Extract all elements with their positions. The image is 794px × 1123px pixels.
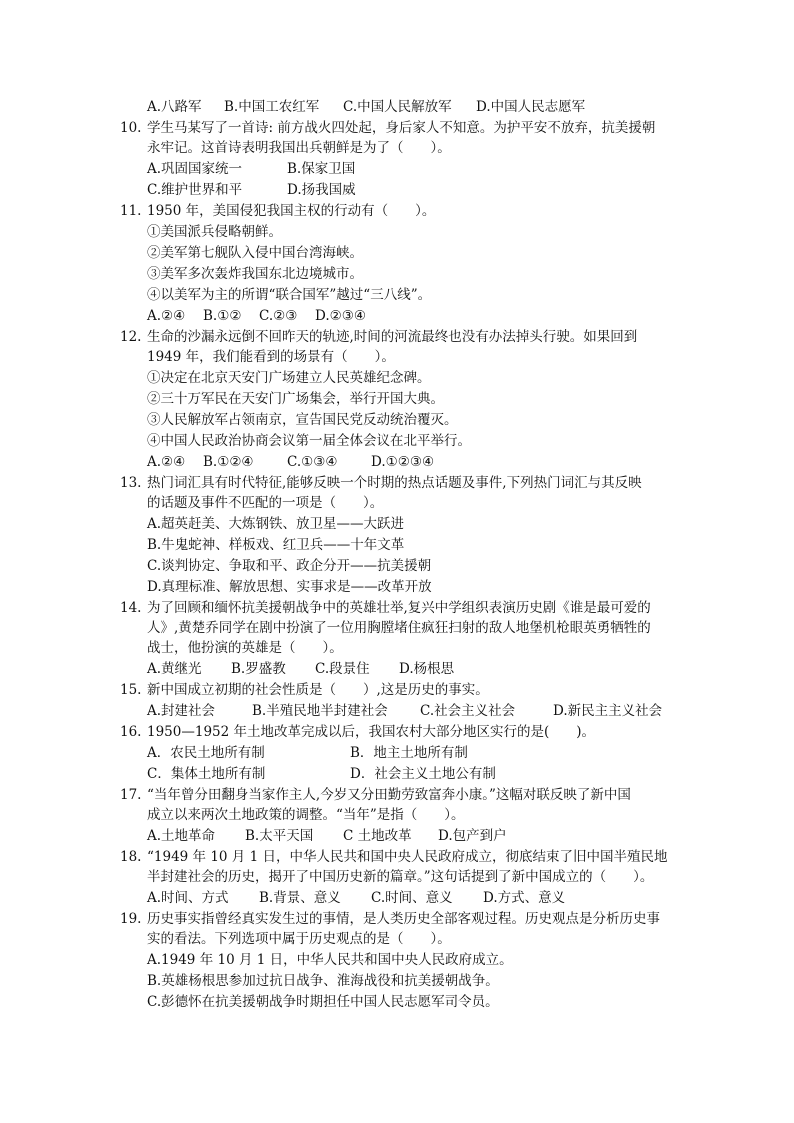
q18-option-b: B.背景、意义	[259, 890, 341, 906]
q12-item-1: ①决定在北京天安门广场建立人民英雄纪念碑。	[147, 370, 431, 386]
question-stem: 生命的沙漏永远倒不回昨天的轨迹,时间的河流最终也没有办法掉头行驶。如果回到	[147, 329, 638, 345]
q12-option-a: A.②④	[147, 454, 186, 470]
question-stem: 历史事实指曾经真实发生过的事情，是人类历史全部客观过程。历史观点是分析历史事	[147, 911, 660, 927]
q19-option-a: A.1949 年 10 月 1 日，中华人民共和国中央人民政府成立。	[147, 952, 513, 968]
question-number: 16.	[120, 724, 142, 740]
q11-option-b: B.①②	[203, 308, 242, 324]
question-number: 14.	[120, 600, 142, 616]
q12-option-d: D.①②③④	[371, 454, 435, 470]
q17-option-a: A.土地革命	[147, 828, 216, 844]
q10-option-d: D.扬我国威	[287, 182, 356, 198]
q16-option-a: A．农民土地所有制	[147, 745, 265, 761]
question-stem: 永牢记。这首诗表明我国出兵朝鲜是为了（ ）。	[147, 140, 451, 156]
q16-option-b: B．地主土地所有制	[350, 745, 468, 761]
question-stem: 1950—1952 年土地改革完成以后，我国农村大部分地区实行的是( )。	[147, 724, 596, 740]
q10-option-b: B.保家卫国	[287, 161, 356, 177]
q11-item-4: ④以美军为主的所谓“联合国军”越过“三八线”。	[147, 287, 432, 303]
q12-item-3: ③人民解放军占领南京，宣告国民党反动统治覆灭。	[147, 412, 458, 428]
question-stem: 热门词汇具有时代特征,能够反映一个时期的热点话题及事件,下列热门词汇与其反映	[147, 475, 642, 491]
q12-option-c: C.①③④	[287, 454, 338, 470]
q12-option-b: B.①②④	[203, 454, 254, 470]
q19-option-c: C.彭德怀在抗美援朝战争时期担任中国人民志愿军司令员。	[147, 994, 499, 1010]
q11-item-2: ②美军第七舰队入侵中国台湾海峡。	[147, 245, 363, 261]
question-stem: 新中国成立初期的社会性质是（ ）,这是历史的事实。	[147, 682, 489, 698]
q18-option-c: C.时间、意义	[371, 890, 453, 906]
q9-option-d: D.中国人民志愿军	[476, 99, 586, 115]
q18-option-a: A.时间、方式	[147, 890, 229, 906]
q12-item-2: ②三十万军民在天安门广场集会，举行开国大典。	[147, 391, 444, 407]
q9-option-c: C.中国人民解放军	[343, 99, 452, 115]
question-stem: 人》,黄楚乔同学在剧中扮演了一位用胸膛堵住疯狂扫射的敌人地堡机枪眼英勇牺牲的	[147, 620, 651, 636]
question-stem: “当年曾分田翻身当家作主人,今岁又分田勤劳致富奔小康。”这幅对联反映了新中国	[147, 787, 631, 803]
question-stem: 战士，他扮演的英雄是（ ）。	[147, 640, 343, 656]
q19-option-b: B.英雄杨根思参加过抗日战争、淮海战役和抗美援朝战争。	[147, 973, 499, 989]
question-stem: 为了回顾和缅怀抗美援朝战争中的英雄壮举,复兴中学组织表演历史剧《谁是最可爱的	[147, 600, 651, 616]
q18-option-d: D.方式、意义	[483, 890, 566, 906]
q14-option-d: D.杨根思	[399, 661, 455, 677]
q16-option-d: D．社会主义土地公有制	[350, 766, 496, 782]
q14-option-b: B.罗盛教	[231, 661, 286, 677]
question-number: 18.	[120, 849, 142, 865]
q11-option-c: C.②③	[259, 308, 298, 324]
q11-item-3: ③美军多次轰炸我国东北边境城市。	[147, 266, 363, 282]
q11-item-1: ①美国派兵侵略朝鲜。	[147, 224, 282, 240]
question-stem: 实的看法。下列选项中属于历史观点的是（ ）。	[147, 931, 451, 947]
q17-option-d: D.包产到户	[438, 828, 507, 844]
q11-option-d: D.②③④	[315, 308, 366, 324]
question-number: 17.	[120, 787, 142, 803]
q17-option-c: C 土地改革	[343, 828, 412, 844]
question-number: 19.	[120, 911, 142, 927]
q13-option-d: D.真理标准、解放思想、实事求是——改革开放	[147, 579, 432, 595]
q13-option-c: C.谈判协定、争取和平、政企分开——抗美援朝	[147, 558, 432, 574]
question-stem: 半封建社会的历史，揭开了中国历史新的篇章。”这句话提到了新中国成立的（ ）。	[147, 869, 654, 885]
q15-option-b: B.半殖民地半封建社会	[252, 703, 388, 719]
question-number: 11.	[120, 203, 142, 219]
question-stem: 学生马某写了一首诗: 前方战火四处起，身后家人不知意。为护平安不放弃，抗美援朝	[147, 120, 656, 136]
question-stem: 1950 年，美国侵犯我国主权的行动有（ ）。	[147, 203, 436, 219]
q16-option-c: C．集体土地所有制	[147, 766, 266, 782]
q13-option-b: B.牛鬼蛇神、样板戏、红卫兵——十年文革	[147, 537, 405, 553]
question-number: 13.	[120, 475, 142, 491]
q9-option-b: B.中国工农红军	[224, 99, 320, 115]
q10-option-c: C.维护世界和平	[147, 182, 243, 198]
question-stem: 1949 年，我们能看到的场景有（ ）。	[147, 349, 395, 365]
q14-option-a: A.黄继光	[147, 661, 202, 677]
question-number: 15.	[120, 682, 142, 698]
question-stem: “1949 年 10 月 1 日，中华人民共和国中央人民政府成立，彻底结束了旧中国半殖民地	[147, 849, 668, 865]
q10-option-a: A.巩固国家统一	[147, 161, 243, 177]
question-stem: 成立以来两次土地政策的调整。“当年”是指（ ）。	[147, 807, 465, 823]
q17-option-b: B.太平天国	[245, 828, 314, 844]
question-number: 10.	[120, 120, 142, 136]
q14-option-c: C.段景住	[315, 661, 370, 677]
q15-option-a: A.封建社会	[147, 703, 216, 719]
q12-item-4: ④中国人民政治协商会议第一届全体会议在北平举行。	[147, 433, 471, 449]
question-stem: 的话题及事件不匹配的一项是（ ）。	[147, 495, 384, 511]
q9-option-a: A.八路军	[147, 99, 202, 115]
q15-option-d: D.新民主主义社会	[553, 703, 663, 719]
question-number: 12.	[120, 329, 142, 345]
q11-option-a: A.②④	[147, 308, 186, 324]
q13-option-a: A.超英赶美、大炼钢铁、放卫星——大跃进	[147, 516, 405, 532]
q15-option-c: C.社会主义社会	[420, 703, 516, 719]
